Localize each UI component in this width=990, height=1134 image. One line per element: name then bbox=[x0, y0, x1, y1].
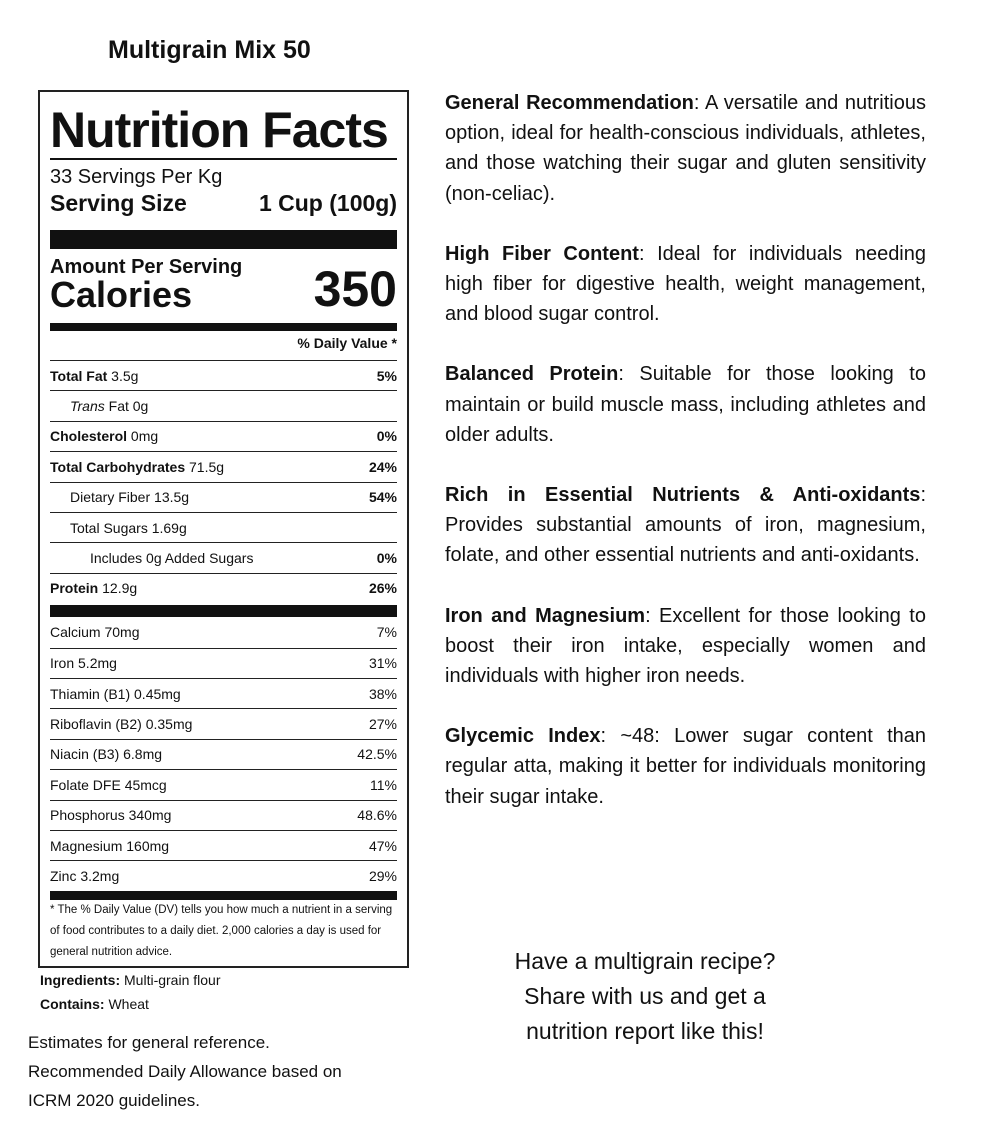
nutrient-row bbox=[50, 512, 397, 542]
vitamin-name: Riboflavin (B2) 0.35mg bbox=[50, 715, 193, 732]
thick-divider bbox=[50, 605, 397, 617]
reference-notes bbox=[28, 1028, 342, 1115]
nutrient-name bbox=[50, 428, 158, 444]
nutrition-facts-label bbox=[38, 90, 409, 968]
nutrient-amount: 12.9g bbox=[98, 580, 138, 597]
nutrient-name bbox=[50, 398, 148, 414]
nutrient-dv: 26% bbox=[368, 580, 397, 597]
vitamin-name: Thiamin (B1) 0.45mg bbox=[50, 685, 181, 702]
servings-per: 33 Servings Per Kg bbox=[50, 166, 223, 188]
vitamin-name: Iron 5.2mg bbox=[50, 655, 117, 672]
divider bbox=[50, 158, 397, 160]
nutrient-row bbox=[50, 573, 397, 603]
vitamin-name: Magnesium 160mg bbox=[50, 837, 170, 854]
recommendation-section bbox=[445, 88, 926, 209]
nutrient-label: Protein bbox=[50, 580, 99, 597]
calories-value: 350 bbox=[313, 261, 397, 317]
calories-label: Calories bbox=[50, 274, 193, 315]
nutrient-amount: 0mg bbox=[127, 428, 159, 445]
vitamin-dv: 38% bbox=[368, 685, 397, 702]
section-title: General Recommendation bbox=[445, 92, 694, 114]
nutrient-amount: 13.5g bbox=[150, 489, 190, 506]
nutrient-row bbox=[50, 390, 397, 420]
daily-value-header: % Daily Value * bbox=[297, 335, 397, 351]
product-title: Multigrain Mix 50 bbox=[108, 36, 311, 64]
recommendation-section bbox=[445, 480, 926, 571]
section-text: : ~48: Lower sugar content than regular atta, making it better for individuals monitoring their sugar intake. bbox=[445, 725, 926, 808]
section-text: : Suitable for those looking to maintain or build muscle mass, including athletes and older adults. bbox=[445, 363, 926, 446]
note-line: ICRM 2020 guidelines. bbox=[28, 1091, 200, 1110]
nutrient-label: Cholesterol bbox=[50, 428, 128, 445]
thick-divider bbox=[50, 323, 397, 331]
cta-line: nutrition report like this! bbox=[526, 1018, 764, 1044]
section-text: : A versatile and nutritious option, ideal for health-conscious individuals, athletes, and those watching their sugar and gluten sensitivity (non-celiac). bbox=[445, 92, 926, 205]
nutrient-dv: 0% bbox=[376, 549, 397, 566]
nutrient-row bbox=[50, 421, 397, 451]
nutrient-name bbox=[50, 550, 253, 566]
nutrient-dv: 0% bbox=[376, 428, 397, 445]
section-text: : Ideal for individuals needing high fiber for digestive health, weight management, and blood sugar control. bbox=[445, 242, 926, 326]
serving-size-label: Serving Size bbox=[50, 190, 187, 216]
nutrient-label: Total Sugars bbox=[70, 519, 148, 536]
section-title: High Fiber Content bbox=[445, 242, 639, 265]
vitamin-dv: 47% bbox=[368, 837, 397, 854]
thick-divider bbox=[50, 891, 397, 900]
vitamin-name: Calcium 70mg bbox=[50, 624, 140, 641]
vitamin-name: Phosphorus 340mg bbox=[50, 807, 172, 824]
vitamin-dv: 11% bbox=[370, 776, 397, 793]
cta-line: Share with us and get a bbox=[524, 983, 766, 1009]
contains-value: Wheat bbox=[108, 996, 149, 1012]
vitamin-row bbox=[50, 800, 397, 830]
section-text: : Excellent for those looking to boost their iron intake, especially women and individuals with higher iron needs. bbox=[445, 604, 926, 688]
nutrient-amount: 3.5g bbox=[107, 367, 139, 384]
nutrient-row bbox=[50, 360, 397, 390]
vitamin-row bbox=[50, 830, 397, 860]
nutrient-name bbox=[50, 459, 224, 475]
footnote: * The % Daily Value (DV) tells you how much a nutrient in a serving of food contributes to a daily diet. 2,000 calories a day is used for general nutrition advice. bbox=[50, 904, 393, 958]
nutrient-label: Dietary Fiber bbox=[70, 489, 151, 506]
nutrient-amount: 1.69g bbox=[147, 519, 187, 536]
nutrient-row bbox=[50, 482, 397, 512]
nutrient-row bbox=[50, 542, 397, 572]
vitamin-row bbox=[50, 617, 397, 647]
call-to-action bbox=[470, 944, 820, 1049]
recommendation-section bbox=[445, 239, 926, 330]
ingredients-label: Ingredients: bbox=[40, 972, 121, 988]
vitamin-row bbox=[50, 739, 397, 769]
section-text: : Provides substantial amounts of iron, magnesium, folate, and other essential nutrients and anti-oxidants. bbox=[445, 484, 926, 567]
nutrient-label: Total Carbohydrates bbox=[50, 458, 186, 475]
recommendation-section bbox=[445, 359, 926, 450]
nutrient-label: Total Fat bbox=[50, 367, 108, 384]
contains bbox=[40, 996, 149, 1012]
vitamin-dv: 27% bbox=[368, 715, 397, 732]
section-title: Balanced Protein bbox=[445, 363, 619, 386]
serving-size bbox=[50, 190, 397, 217]
nutrient-amount: 71.5g bbox=[185, 458, 225, 475]
nutrient-label: Trans bbox=[70, 397, 105, 414]
nutrient-name bbox=[50, 489, 189, 505]
cta-line: Have a multigrain recipe? bbox=[514, 948, 776, 974]
ingredients-value: Multi-grain flour bbox=[124, 972, 221, 988]
vitamin-name: Zinc 3.2mg bbox=[50, 867, 120, 884]
note-line: Estimates for general reference. bbox=[28, 1033, 270, 1052]
vitamin-row bbox=[50, 708, 397, 738]
nutrient-name bbox=[50, 520, 187, 536]
vitamin-row bbox=[50, 769, 397, 799]
note-line: Recommended Daily Allowance based on bbox=[28, 1062, 342, 1081]
vitamin-row bbox=[50, 648, 397, 678]
serving-size-value: 1 Cup (100g) bbox=[258, 190, 397, 216]
nutrient-dv: 5% bbox=[376, 367, 397, 384]
nutrient-suffix: Fat 0g bbox=[104, 397, 149, 414]
vitamin-name: Niacin (B3) 6.8mg bbox=[50, 746, 163, 763]
recommendation-section bbox=[445, 601, 926, 692]
section-title: Glycemic Index bbox=[445, 725, 601, 748]
vitamin-dv: 31% bbox=[368, 655, 397, 672]
nutrient-label: Includes 0g Added Sugars bbox=[90, 549, 254, 566]
vitamin-row bbox=[50, 678, 397, 708]
nutrient-name bbox=[50, 368, 138, 384]
ingredients bbox=[40, 972, 221, 988]
vitamin-row bbox=[50, 860, 397, 890]
vitamin-dv: 42.5% bbox=[357, 746, 397, 763]
nutrient-dv: 24% bbox=[368, 458, 397, 475]
label-heading: Nutrition Facts bbox=[50, 102, 388, 158]
vitamin-dv: 29% bbox=[368, 867, 397, 884]
section-title: Iron and Magnesium bbox=[445, 604, 646, 627]
vitamin-dv: 7% bbox=[376, 624, 397, 641]
vitamin-dv: 48.6% bbox=[357, 807, 397, 824]
section-title: Rich in Essential Nutrients & Anti-oxidants bbox=[445, 484, 921, 507]
contains-label: Contains: bbox=[40, 996, 105, 1012]
nutrient-dv: 54% bbox=[368, 489, 397, 506]
recommendation-section bbox=[445, 721, 926, 812]
recommendations bbox=[445, 88, 926, 842]
vitamin-name: Folate DFE 45mcg bbox=[50, 776, 167, 793]
thick-divider bbox=[50, 230, 397, 249]
nutrient-row bbox=[50, 451, 397, 481]
amount-per-serving: Amount Per Serving bbox=[50, 256, 243, 278]
nutrient-name bbox=[50, 580, 137, 596]
